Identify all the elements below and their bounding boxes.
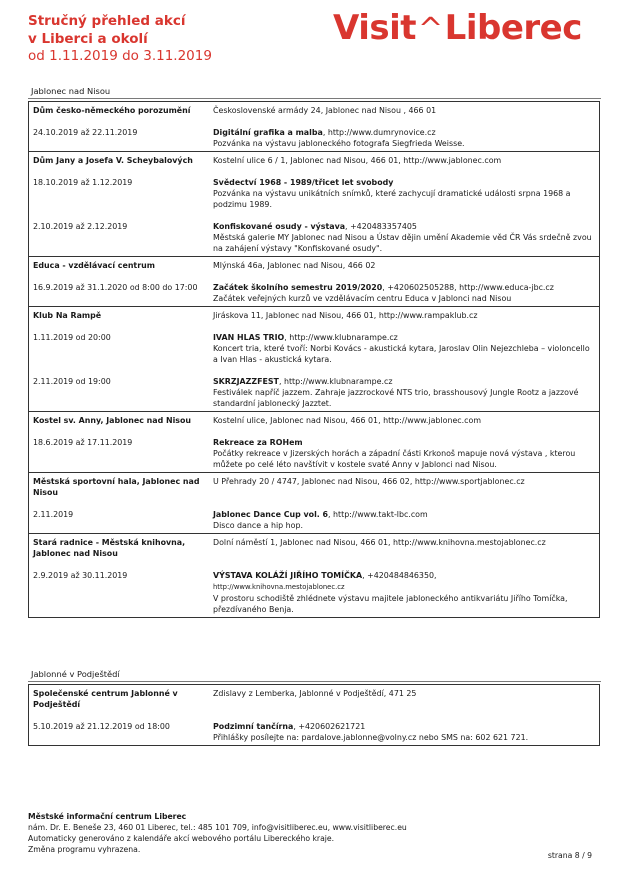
event-date: 24.10.2019 až 22.11.2019: [33, 128, 138, 137]
document-header-title: [28, 13, 212, 66]
region-name: Jablonec nad Nisou: [31, 86, 111, 96]
event-row: [29, 506, 599, 533]
event-row: [29, 124, 599, 151]
event-contact: , +420602505288, http://www.educa-jbc.cz: [382, 283, 554, 292]
event-date: 18.6.2019 až 17.11.2019: [33, 438, 133, 447]
event-title: Digitální grafika a malba: [213, 128, 323, 137]
page-footer: [28, 811, 600, 855]
venue-block: [29, 306, 599, 411]
venue-name: Klub Na Rampě: [33, 311, 102, 320]
venue-block: [29, 533, 599, 617]
venue-block: [29, 102, 599, 151]
region-divider: [28, 681, 601, 682]
region-header: [28, 667, 601, 682]
event-date: 2.10.2019 až 2.12.2019: [33, 222, 128, 231]
event-title: Začátek školního semestru 2019/2020: [213, 283, 383, 292]
event-description: Koncert tria, které tvoří: Norbi Kovács - akustická kytara, Jaroslav Olin Nejezchleba – violoncello a Ivan Hlas - akustická kytara.: [213, 344, 590, 364]
footer-note-1: Automaticky generováno z kalendáře akcí webového portálu Libereckého kraje.: [28, 834, 335, 843]
event-date: 1.11.2019 od 20:00: [33, 333, 111, 342]
event-date: 2.11.2019 od 19:00: [33, 377, 111, 386]
event-contact: , http://www.dumrynovice.cz: [322, 128, 436, 137]
venue-block: [29, 411, 599, 472]
event-description: Přihlášky posílejte na: pardalove.jablonne@volny.cz nebo SMS na: 602 621 721.: [213, 733, 529, 742]
venue-name: Dům česko-německého porozumění: [33, 106, 191, 115]
event-contact: , +420484846350,: [362, 571, 437, 580]
venue-name: Společenské centrum Jablonné v Podještědí: [33, 689, 178, 709]
venue-address: U Přehrady 20 / 4747, Jablonec nad Nisou, 466 02, http://www.sportjablonec.cz: [213, 477, 525, 486]
logo-left: Visit: [333, 8, 417, 48]
venue-address: Zdislavy z Lemberka, Jablonné v Podještědí, 471 25: [213, 689, 417, 698]
event-contact: , +420483357405: [345, 222, 417, 231]
event-description: Počátky rekreace v Jizerských horách a západní části Krkonoš mapuje nová výstava , kterou můžete po celé léto navštívit v kostele svaté Anny v Jablonci nad Nisou.: [213, 449, 576, 469]
footer-org: Městské informační centrum Liberec: [28, 812, 187, 821]
event-date: 2.11.2019: [33, 510, 74, 519]
visitliberec-logo: [333, 8, 582, 48]
venue-name: Dům Jany a Josefa V. Scheybalových: [33, 156, 193, 165]
event-row: [29, 718, 599, 745]
venue-address: Kostelní ulice 6 / 1, Jablonec nad Nisou, 466 01, http://www.jablonec.com: [213, 156, 502, 165]
region-name: Jablonné v Podještědí: [31, 669, 120, 679]
event-date: 5.10.2019 až 21.12.2019 od 18:00: [33, 722, 170, 731]
event-title: SKRZJAZZFEST: [213, 377, 279, 386]
events-table: [28, 101, 600, 618]
event-contact: , +420602621721: [293, 722, 366, 731]
event-contact: , http://www.klubnarampe.cz: [284, 333, 398, 342]
venue-block: [29, 151, 599, 256]
event-description: V prostoru schodiště zhlédnete výstavu majitele jabloneckého antikvariátu Jiřího Tomíčka, přezdívaného Benja.: [213, 594, 568, 614]
title-line-1: Stručný přehled akcí: [28, 13, 186, 29]
event-title: Rekreace za ROHem: [213, 438, 303, 447]
venue-address: Mlýnská 46a, Jablonec nad Nisou, 466 02: [213, 261, 376, 270]
date-range: od 1.11.2019 do 3.11.2019: [28, 48, 212, 64]
event-date: 16.9.2019 až 31.1.2020 od 8:00 do 17:00: [33, 283, 198, 292]
events-table: [28, 684, 600, 746]
venue-block: [29, 472, 599, 533]
event-description: Pozvánka na výstavu jabloneckého fotografa Siegfrieda Weisse.: [213, 139, 465, 148]
event-row: [29, 567, 599, 617]
event-date: 2.9.2019 až 30.11.2019: [33, 571, 128, 580]
event-contact: , http://www.takt-lbc.com: [328, 510, 428, 519]
event-row: [29, 434, 599, 472]
venue-name: Kostel sv. Anny, Jablonec nad Nisou: [33, 416, 192, 425]
venue-name: Stará radnice - Městská knihovna, Jablonec nad Nisou: [33, 538, 186, 558]
footer-address: nám. Dr. E. Beneše 23, 460 01 Liberec, tel.: 485 101 709, info@visitliberec.eu, www.visitliberec.eu: [28, 823, 407, 832]
page-number: strana 8 / 9: [547, 851, 592, 860]
venue-address: Jiráskova 11, Jablonec nad Nisou, 466 01, http://www.rampaklub.cz: [213, 311, 478, 320]
logo-right: Liberec: [444, 8, 582, 48]
venue-address: Dolní náměstí 1, Jablonec nad Nisou, 466 01, http://www.knihovna.mestojablonec.cz: [213, 538, 546, 547]
region-divider: [28, 98, 601, 99]
venue-block: [29, 256, 599, 306]
event-title: Konfiskované osudy - výstava: [213, 222, 346, 231]
footer-note-2: Změna programu vyhrazena.: [28, 845, 141, 854]
event-row: [29, 174, 599, 212]
event-title: Jablonec Dance Cup vol. 6: [213, 510, 329, 519]
title-line-2: v Liberci a okolí: [28, 30, 148, 47]
event-contact: , http://www.klubnarampe.cz: [278, 377, 393, 386]
venue-block: [29, 685, 599, 745]
event-description: Festiválek napříč jazzem. Zahraje jazzrockové NTS trio, brasshousový Jungle Rootz a jazzové standardní jablonecký Jazztet.: [213, 388, 579, 408]
venue-name: Educa - vzdělávací centrum: [33, 261, 155, 270]
event-row: [29, 329, 599, 367]
logo-separator: ^: [418, 12, 443, 47]
event-row: [29, 373, 599, 411]
region-header: [28, 84, 601, 99]
venue-name: Městská sportovní hala, Jablonec nad Nisou: [33, 477, 200, 497]
event-title: Podzimní tančírna: [213, 722, 294, 731]
event-title: VÝSTAVA KOLÁŽÍ JIŘÍHO TOMÍČKA: [213, 571, 363, 580]
event-description: Začátek veřejných kurzů ve vzdělávacím centru Educa v Jablonci nad Nisou: [213, 294, 512, 303]
venue-address: Kostelní ulice, Jablonec nad Nisou, 466 01, http://www.jablonec.com: [213, 416, 482, 425]
event-date: 18.10.2019 až 1.12.2019: [33, 178, 133, 187]
event-url: http://www.knihovna.mestojablonec.cz: [213, 583, 345, 591]
event-row: [29, 218, 599, 256]
event-description: Městská galerie MY Jablonec nad Nisou a Ústav dějin umění Akademie věd ČR Vás srdečně zvou na zahájení výstavy "Konfiskované osudy".: [213, 233, 592, 253]
event-title: Svědectví 1968 - 1989/třicet let svobody: [213, 178, 394, 187]
event-row: [29, 279, 599, 306]
venue-address: Československé armády 24, Jablonec nad Nisou , 466 01: [213, 106, 437, 115]
event-description: Disco dance a hip hop.: [213, 521, 303, 530]
event-title: IVAN HLAS TRIO: [213, 333, 285, 342]
event-description: Pozvánka na výstavu unikátních snímků, které zachycují dramatické události srpna 1968 a podzimu 1989.: [213, 189, 571, 209]
